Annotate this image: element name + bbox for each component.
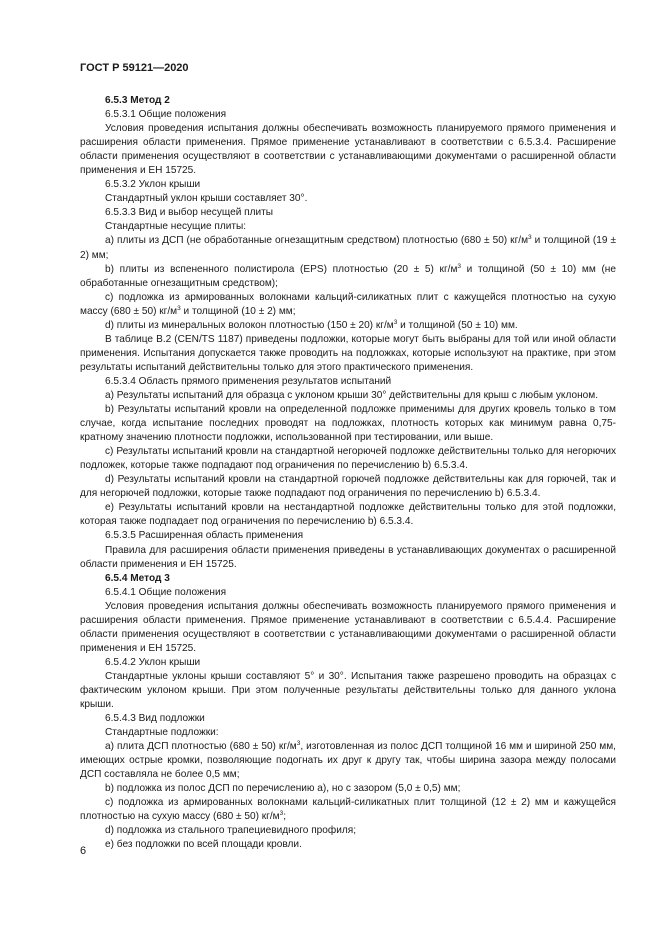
paragraph: a) плита ДСП плотностью (680 ± 50) $кг/м^3$, изготовленная из полос ДСП толщиной 16 мм и шириной 250 мм, имеющих острые кромки, позволяющие подогнать их друг к другу так, чтобы ширина зазора между полосами ДСП составляла не более 0,5 мм; xyxy=(80,740,616,781)
paragraph: b) Результаты испытаний кровли на определенной подложке применимы для других кровель только в том случае, когда испытание последних проводят на подложках, плотность которых как минимум равна 0,75-кратному значению плотности подложки, использованной при тестировании, или выше. xyxy=(80,404,616,444)
paragraph: В таблице В.2 (CEN/TS 1187) приведены подложки, которые могут быть выбраны для той или иной области применения. Испытания допускается также проводить на подложках, которые используют на практике, при этом результаты испытаний действительны только для этого практического применения. xyxy=(80,333,616,373)
paragraph: Условия проведения испытания должны обеспечивать возможность планируемого прямого применения и расширения области применения. Прямое применение устанавливают в соответствии с 6.5.3.4. Расширение области применения осуществляют в соответствии с устанавливающими документами о расширенной области применения и ЕН 15725. xyxy=(80,123,616,177)
section-heading: 6.5.4 Метод 3 xyxy=(105,572,170,584)
paragraph: d) подложка из стального трапециевидного профиля; xyxy=(105,825,357,837)
paragraph: e) Результаты испытаний кровли на нестандартной подложке действительны только для этой подложки, которая также подпадает под ограничения по перечислению b) 6.5.3.4. xyxy=(80,502,616,528)
paragraph: c) подложка из армированных волокнами кальций-силикатных плит толщиной (12 ± 2) мм и кажущейся плотностью на сухую массу (680 ± 50) $кг/м^3$; xyxy=(80,797,616,823)
paragraph: Стандартный уклон крыши составляет 30°. xyxy=(105,193,308,205)
paragraph: c) Результаты испытаний кровли на стандартной негорючей подложке действительны только для негорючих подложек, которые также подпадают под ограничения по перечислению b) 6.5.3.4. xyxy=(80,446,616,472)
paragraph: 6.5.4.2 Уклон крыши xyxy=(105,656,201,668)
paragraph: e) без подложки по всей площади кровли. xyxy=(105,839,302,851)
paragraph: d) Результаты испытаний кровли на стандартной горючей подложке действительны как для горючей, так и для негорючей подложки, которые также подпадают под ограничения по перечислению b) 6.5.3.4. xyxy=(80,474,616,500)
paragraph: 6.5.4.1 Общие положения xyxy=(105,586,227,598)
paragraph: 6.5.3.4 Область прямого применения результатов испытаний xyxy=(105,375,392,387)
document-header: ГОСТ Р 59121—2020 xyxy=(80,62,189,74)
paragraph: b) плиты из вспененного полистирола (EPS) плотностью (20 ± 5) $кг/м^3$ и толщиной (50 ± 10) мм (не обработанные огнезащитным средством); xyxy=(80,262,616,289)
document-body xyxy=(80,94,616,853)
page-number: 6 xyxy=(80,845,87,857)
paragraph: Стандартные уклоны крыши составляют 5° и 30°. Испытания также разрешено проводить на образцах с фактическим уклоном крыши. При этом полученные результаты действительны только для данного уклона крыши. xyxy=(80,670,616,711)
paragraph: 6.5.4.3 Вид подложки xyxy=(105,713,205,725)
paragraph: Условия проведения испытания должны обеспечивать возможность планируемого прямого применения и расширения области применения. Прямое применение устанавливают в соответствии с 6.5.4.4. Расширение области применения осуществляют в соответствии с устанавливающими документами о расширенной области применения и ЕН 15725. xyxy=(80,600,616,654)
paragraph: Стандартные несущие плиты: xyxy=(105,221,247,233)
paragraph: a) плиты из ДСП (не обработанные огнезащитным средством) плотностью (680 ± 50) $кг/м^3$ и толщиной (19 ± 2) мм; xyxy=(80,234,616,261)
paragraph: Правила для расширения области применения приведены в устанавливающих документах о расширенной области применения и ЕН 15725. xyxy=(80,544,616,570)
paragraph: a) Результаты испытаний для образца с уклоном крыши 30° действительны для крыш с любым уклоном. xyxy=(105,389,599,401)
paragraph: 6.5.3.2 Уклон крыши xyxy=(105,179,201,191)
paragraph: Стандартные подложки: xyxy=(105,727,219,739)
paragraph: 6.5.3.3 Вид и выбор несущей плиты xyxy=(105,207,274,219)
paragraph: 6.5.3.5 Расширенная область применения xyxy=(105,530,304,542)
section-heading: 6.5.3 Метод 2 xyxy=(105,95,170,106)
paragraph: 6.5.3.1 Общие положения xyxy=(105,109,227,121)
paragraph: b) подложка из полос ДСП по перечислению а), но с зазором (5,0 ± 0,5) мм; xyxy=(105,783,461,795)
paragraph: c) подложка из армированных волокнами кальций-силикатных плит с кажущейся плотностью на сухую массу (680 ± 50) $кг/м^3$ и толщиной (10 ± 2) мм; xyxy=(80,291,616,317)
paragraph: d) плиты из минеральных волокон плотностью (150 ± 20) $кг/м^3$ и толщиной (50 ± 10) мм. xyxy=(105,318,518,331)
